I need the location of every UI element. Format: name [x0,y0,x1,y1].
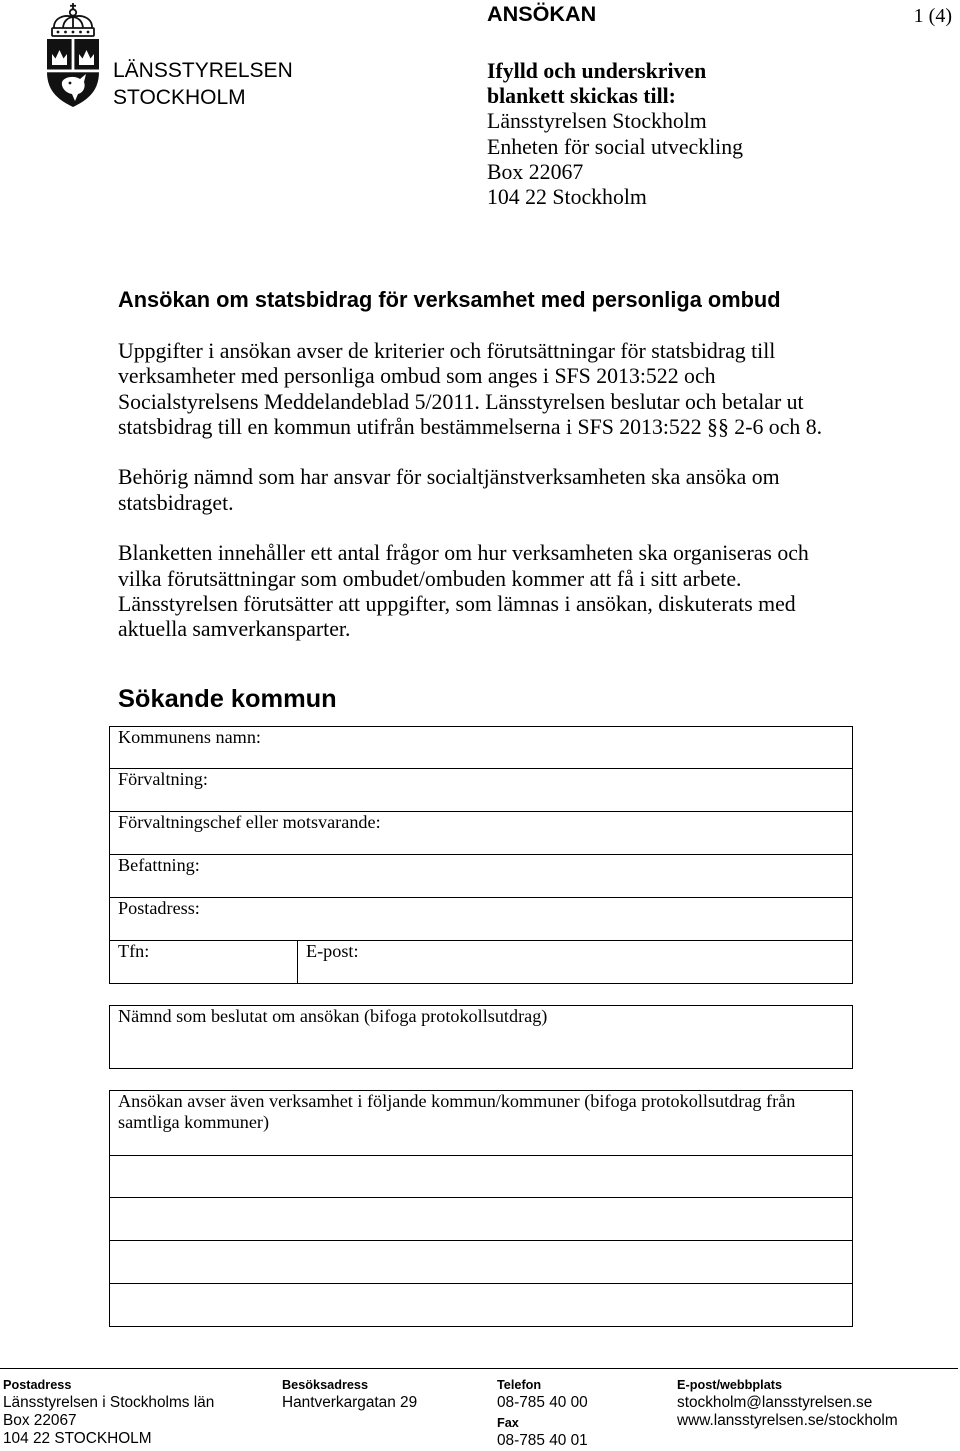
intro-paragraph-line: Länsstyrelsen förutsätter att uppgifter, som lämnas i ansökan, diskuterats med [118,591,796,616]
additional-municipality-field[interactable] [118,1156,852,1197]
intro-paragraph-line: Socialstyrelsens Meddelandeblad 5/2011. Länsstyrelsen beslutar och betalar ut [118,389,804,414]
agency-logo-text [113,57,293,111]
footer-heading: Besöksadress [282,1378,369,1392]
intro-text [118,339,822,668]
email-field[interactable] [359,941,852,983]
decision-board-table [109,1005,853,1069]
field-cell [298,941,852,983]
footer-website: www.lansstyrelsen.se/stockholm [677,1412,898,1429]
field-label: E-post: [306,941,359,961]
footer-line: 104 22 STOCKHOLM [3,1430,152,1447]
intro-paragraph-line: verksamheter med personliga ombud som anges i SFS 2013:522 och [118,364,716,389]
field-row-postal-address [110,898,852,941]
field-cell [110,1006,852,1068]
intro-paragraph [118,541,822,642]
send-to-address-line: Box 22067 [487,159,584,184]
footer-heading: Postadress [3,1378,72,1392]
footer-visiting-address [282,1376,417,1412]
footer-fax-number: 08-785 40 01 [497,1432,588,1449]
phone-field[interactable] [149,941,297,983]
footer-line: Box 22067 [3,1412,77,1429]
position-field[interactable] [200,855,852,897]
send-to-address-line: Enheten för social utveckling [487,134,744,159]
field-label: Nämnd som beslutat om ansökan (bifoga protokollsutdrag) [118,1006,548,1026]
field-label: Befattning: [118,855,200,875]
intro-paragraph-line: vilka förutsättningar som ombudet/ombuden kommer att få i sitt arbete. [118,566,742,591]
field-cell [110,727,852,768]
footer-line: Länsstyrelsen i Stockholms län [3,1394,215,1411]
intro-title: Ansökan om statsbidrag för verksamhet med personliga ombud [118,287,781,312]
field-cell [110,1284,852,1326]
page-indicator: 1 (4) [913,5,952,27]
additional-municipality-field[interactable] [118,1241,852,1283]
field-row-administration [110,769,852,812]
send-to-heading-line: Ifylld och underskriven [487,59,707,83]
footer-postal-address [3,1376,214,1448]
intro-paragraph-line: Uppgifter i ansökan avser de kriterier och förutsättningar för statsbidrag till [118,339,776,363]
field-label: Kommunens namn: [118,727,261,747]
send-to-address-line: 104 22 Stockholm [487,185,647,210]
field-cell [110,812,852,854]
field-label-line: samtliga kommuner) [118,1111,270,1132]
intro-paragraph-line: Behörig nämnd som har ansvar för socialtjänstverksamheten ska ansöka om [118,465,780,490]
administration-head-field[interactable] [381,812,852,854]
coat-of-arms-icon [44,2,102,108]
document-type-title: ANSÖKAN [487,1,597,26]
field-label-line: Ansökan avser även verksamhet i följande kommun/kommuner (bifoga protokollsutdrag från [118,1091,796,1111]
field-label [118,1091,852,1155]
footer-phone [497,1376,588,1450]
footer-heading: Telefon [497,1378,542,1392]
additional-municipality-row [110,1284,852,1326]
field-label: Postadress: [118,898,200,918]
additional-municipality-row [110,1241,852,1284]
field-cell [110,769,852,811]
intro-paragraph [118,465,822,516]
field-cell [110,941,298,983]
intro-paragraph [118,339,822,440]
field-row-contact [110,941,852,983]
field-cell [110,855,852,897]
administration-field[interactable] [208,769,852,811]
field-row-decision-board [110,1006,852,1068]
field-cell [110,1241,852,1283]
send-to-heading-line: blankett skickas till: [487,84,676,109]
additional-municipality-row [110,1156,852,1198]
field-label: Tfn: [118,941,150,961]
footer-line: Hantverkargatan 29 [282,1394,418,1411]
field-row-position [110,855,852,898]
field-cell [110,1198,852,1240]
intro-paragraph-line: statsbidraget. [118,490,234,515]
field-cell [110,898,852,940]
field-label: Förvaltning: [118,769,208,789]
send-to-block [487,59,743,210]
intro-paragraph-line: aktuella samverkansparter. [118,617,351,642]
decision-board-field[interactable] [547,1006,852,1068]
postal-address-field[interactable] [200,898,852,940]
agency-name: LÄNSSTYRELSEN [113,59,293,82]
field-cell [110,1091,852,1155]
intro-paragraph-line: statsbidrag till en kommun utifrån bestämmelserna i SFS 2013:522 §§ 2-6 och 8. [118,414,823,439]
footer-divider [0,1368,958,1369]
field-cell [110,1156,852,1197]
section-title-applicant: Sökande kommun [118,685,337,713]
additional-municipality-row [110,1198,852,1241]
intro-paragraph-line: Blanketten innehåller ett antal frågor om hur verksamheten ska organiseras och [118,541,809,566]
municipality-name-field[interactable] [261,727,852,768]
additional-municipalities-table [109,1090,853,1327]
footer-phone-number: 08-785 40 00 [497,1394,588,1411]
additional-municipality-field[interactable] [118,1284,852,1326]
field-row-administration-head [110,812,852,855]
additional-municipalities-header-row [110,1091,852,1156]
field-label: Förvaltningschef eller motsvarande: [118,812,381,832]
footer-email: stockholm@lansstyrelsen.se [677,1394,873,1411]
applicant-form-table [109,726,853,984]
footer-web [677,1376,898,1430]
additional-municipality-field[interactable] [118,1198,852,1240]
send-to-address-line: Länsstyrelsen Stockholm [487,109,707,134]
agency-region: STOCKHOLM [113,86,246,109]
footer-heading: E-post/webbplats [677,1378,783,1392]
field-row-municipality-name [110,727,852,769]
footer-fax-heading: Fax [497,1416,519,1430]
